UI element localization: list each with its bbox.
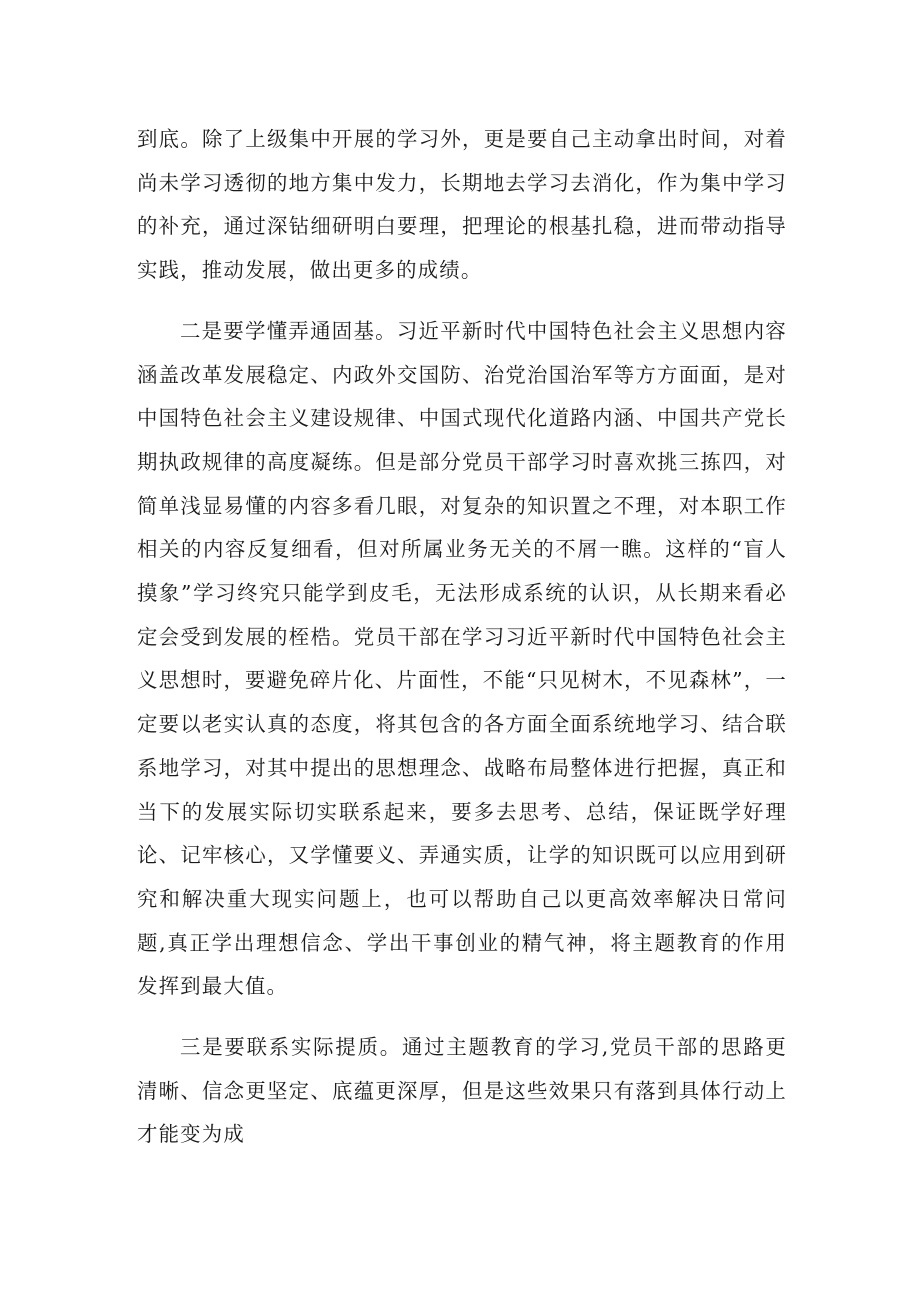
paragraph-continuation [137,118,787,293]
paragraph-3-lead: 三是要联系实际提质。 [180,1035,402,1060]
paragraph-point-two [137,310,787,1009]
paragraph-3-text: 通过主题教育的学习,党员干部的思路更清晰、信念更坚定、底蕴更深厚，但是这些效果只有落到具体行动上才能变为成 [137,1035,787,1147]
paragraph-point-three [137,1026,787,1157]
paragraph-2-lead: 二是要学懂弄通固基。 [180,318,397,343]
document-body [137,118,787,1157]
paragraph-2-text: 习近平新时代中国特色社会主义思想内容涵盖改革发展稳定、内政外交国防、治党治国治军等方方面面，是对中国特色社会主义建设规律、中国式现代化道路内涵、中国共产党长期执政规律的高度凝练。但是部分党员干部学习时喜欢挑三拣四，对简单浅显易懂的内容多看几眼，对复杂的知识置之不理，对本职工作相关的内容反复细看，但对所属业务无关的不屑一瞧。这样的“盲人摸象”学习终究只能学到皮毛，无法形成系统的认识，从长期来看必定会受到发展的桎梏。党员干部在学习习近平新时代中国特色社会主义思想时，要避免碎片化、片面性，不能“只见树木，不见森林”，一定要以老实认真的态度，将其包含的各方面全面系统地学习、结合联系地学习，对其中提出的思想理念、战略布局整体进行把握，真正和当下的发展实际切实联系起来，要多去思考、总结，保证既学好理论、记牢核心，又学懂要义、弄通实质，让学的知识既可以应用到研究和解决重大现实问题上，也可以帮助自己以更高效率解决日常问题,真正学出理想信念、学出干事创业的精气神，将主题教育的作用发挥到最大值。 [137,318,788,999]
paragraph-1-text: 到底。除了上级集中开展的学习外，更是要自己主动拿出时间，对着尚未学习透彻的地方集中发力，长期地去学习去消化，作为集中学习的补充，通过深钻细研明白要理，把理论的根基扎稳，进而带动指导实践，推动发展，做出更多的成绩。 [137,127,787,283]
